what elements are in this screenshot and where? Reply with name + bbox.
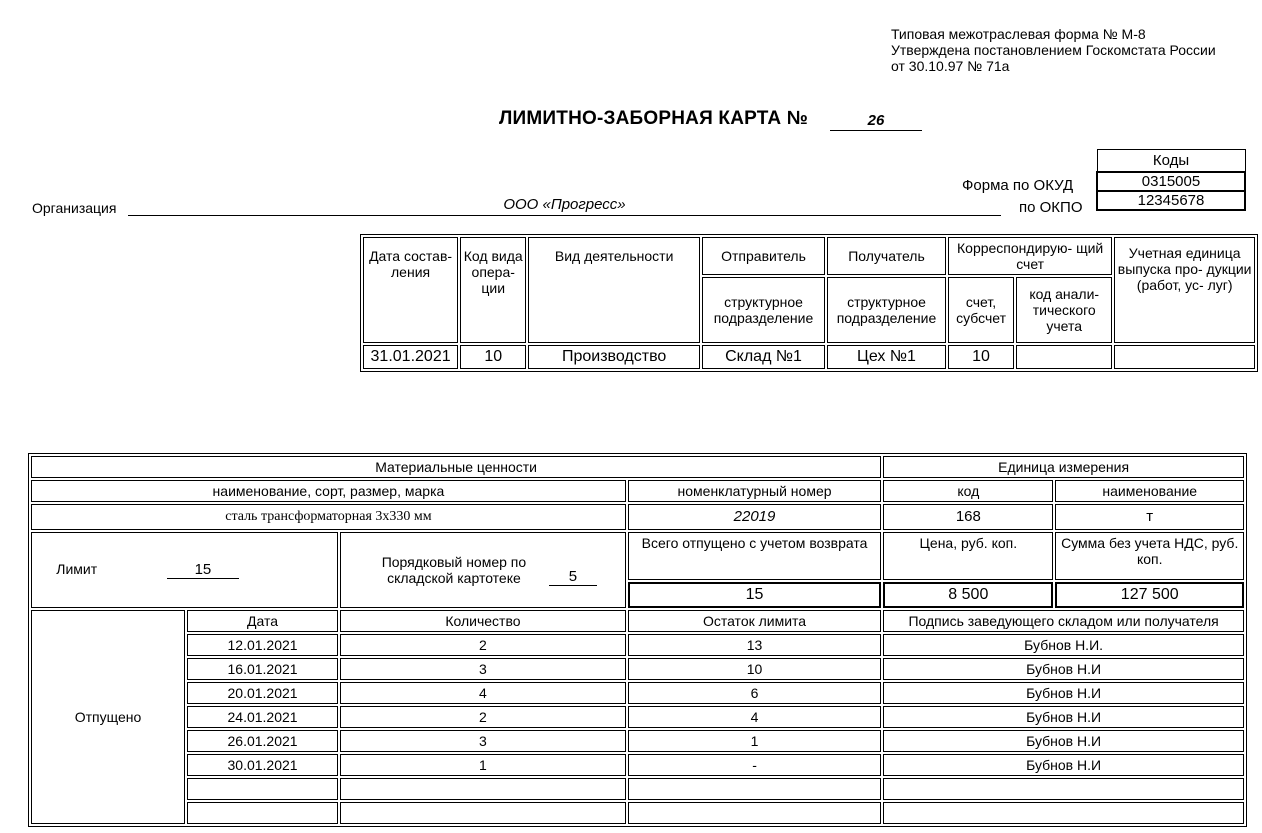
release-date-cell[interactable]: 24.01.2021 [187, 706, 338, 728]
sum-header: Сумма без учета НДС, руб. коп. [1055, 532, 1244, 580]
note-line-3: от 30.10.97 № 71а [891, 58, 1010, 74]
limit-rest-cell[interactable]: 1 [628, 730, 881, 752]
col-unit-header: Учетная единица выпуска про- дукции (работ, ус- луг) [1114, 237, 1255, 343]
materials-header: Материальные ценности [31, 456, 881, 478]
release-date-cell[interactable] [187, 802, 338, 824]
codes-table [1096, 149, 1246, 211]
okud-code[interactable]: 0315005 [1097, 172, 1245, 191]
activity-cell[interactable]: Производство [528, 345, 700, 369]
item-name-cell[interactable]: сталь трансформаторная 3х330 мм [31, 504, 626, 530]
account-cell[interactable]: 10 [948, 345, 1014, 369]
receiver-cell[interactable]: Цех №1 [827, 345, 946, 369]
col-activity-header: Вид деятельности [528, 237, 700, 343]
limit-value[interactable]: 15 [167, 562, 239, 579]
price-header: Цена, руб. коп. [883, 532, 1053, 580]
form-approval-note [891, 26, 1216, 74]
signature-cell[interactable]: Бубнов Н.И [883, 730, 1244, 752]
release-qty-header: Количество [340, 610, 626, 632]
unit-cell[interactable] [1114, 345, 1255, 369]
code-col-header: код [883, 480, 1053, 502]
document-number[interactable]: 26 [830, 111, 922, 131]
table-row [31, 682, 1244, 704]
release-date-header: Дата [187, 610, 338, 632]
release-qty-cell[interactable]: 2 [340, 706, 626, 728]
note-line-1: Типовая межотраслевая форма № М-8 [891, 26, 1146, 42]
signature-cell[interactable]: Бубнов Н.И [883, 754, 1244, 776]
table-row [31, 778, 1244, 800]
account-sub-header: счет, субсчет [948, 277, 1014, 343]
total-released-header: Всего отпущено с учетом возврата [628, 532, 881, 580]
table-row [31, 634, 1244, 656]
total-released-cell[interactable]: 15 [628, 582, 881, 608]
nomen-cell[interactable]: 22019 [628, 504, 881, 530]
sender-cell[interactable]: Склад №1 [702, 345, 825, 369]
release-qty-cell[interactable]: 3 [340, 658, 626, 680]
card-number-label: Порядковый номер по складской картотеке [381, 554, 527, 586]
card-number-value[interactable]: 5 [549, 569, 597, 586]
col-receiver-header: Получатель [827, 237, 946, 275]
col-date-header: Дата состав- ления [363, 237, 458, 343]
signature-cell[interactable]: Бубнов Н.И [883, 658, 1244, 680]
release-date-cell[interactable]: 26.01.2021 [187, 730, 338, 752]
date-cell[interactable]: 31.01.2021 [363, 345, 458, 369]
analytic-sub-header: код анали- тического учета [1016, 277, 1112, 343]
table-row [31, 658, 1244, 680]
release-qty-cell[interactable] [340, 778, 626, 800]
release-date-cell[interactable]: 16.01.2021 [187, 658, 338, 680]
signature-cell[interactable]: Бубнов Н.И. [883, 634, 1244, 656]
analytic-cell[interactable] [1016, 345, 1112, 369]
limit-rest-cell[interactable]: 13 [628, 634, 881, 656]
code-cell[interactable]: 168 [883, 504, 1053, 530]
release-qty-cell[interactable]: 1 [340, 754, 626, 776]
release-date-cell[interactable] [187, 778, 338, 800]
release-qty-cell[interactable]: 2 [340, 634, 626, 656]
organization-field[interactable]: ООО «Прогресс» [128, 196, 1001, 216]
release-qty-cell[interactable] [340, 802, 626, 824]
table-row [31, 754, 1244, 776]
limit-rest-header: Остаток лимита [628, 610, 881, 632]
materials-table [28, 453, 1247, 827]
signature-cell[interactable]: Бубнов Н.И [883, 706, 1244, 728]
signature-cell[interactable]: Бубнов Н.И [883, 682, 1244, 704]
sum-cell[interactable]: 127 500 [1055, 582, 1244, 608]
limit-rest-cell[interactable]: 10 [628, 658, 881, 680]
nomen-col-header: номенклатурный номер [628, 480, 881, 502]
note-line-2: Утверждена постановлением Госкомстата России [891, 42, 1216, 58]
table-row [31, 802, 1244, 824]
okpo-label: по ОКПО [1019, 199, 1083, 216]
unit-measure-header: Единица измерения [883, 456, 1244, 478]
price-cell[interactable]: 8 500 [883, 582, 1053, 608]
operation-cell[interactable]: 10 [460, 345, 526, 369]
limit-cell [31, 532, 338, 608]
unit-name-col-header: наименование [1055, 480, 1244, 502]
limit-rest-cell[interactable] [628, 802, 881, 824]
signature-header: Подпись заведующего складом или получателя [883, 610, 1244, 632]
release-qty-cell[interactable]: 3 [340, 730, 626, 752]
unit-name-cell[interactable]: т [1055, 504, 1244, 530]
document-title: ЛИМИТНО-ЗАБОРНАЯ КАРТА № [499, 108, 809, 129]
release-date-cell[interactable]: 30.01.2021 [187, 754, 338, 776]
okpo-code[interactable]: 12345678 [1097, 191, 1245, 210]
document-details-table [360, 234, 1258, 372]
col-corr-account-header: Корреспондирую- щий счет [948, 237, 1112, 275]
name-col-header: наименование, сорт, размер, марка [31, 480, 626, 502]
col-operation-header: Код вида опера- ции [460, 237, 526, 343]
release-date-cell[interactable]: 12.01.2021 [187, 634, 338, 656]
table-row [31, 706, 1244, 728]
signature-cell[interactable] [883, 802, 1244, 824]
codes-header: Коды [1097, 150, 1245, 173]
release-date-cell[interactable]: 20.01.2021 [187, 682, 338, 704]
receiver-sub-header: структурное подразделение [827, 277, 946, 343]
limit-rest-cell[interactable]: 6 [628, 682, 881, 704]
okud-label: Форма по ОКУД [962, 177, 1074, 194]
released-label: Отпущено [31, 610, 185, 824]
table-row [31, 730, 1244, 752]
card-number-cell [340, 532, 626, 608]
limit-label: Лимит [56, 561, 98, 577]
col-sender-header: Отправитель [702, 237, 825, 275]
release-qty-cell[interactable]: 4 [340, 682, 626, 704]
sender-sub-header: структурное подразделение [702, 277, 825, 343]
organization-label: Организация [32, 200, 117, 216]
limit-rest-cell[interactable] [628, 778, 881, 800]
limit-rest-cell[interactable]: - [628, 754, 881, 776]
signature-cell[interactable] [883, 778, 1244, 800]
limit-rest-cell[interactable]: 4 [628, 706, 881, 728]
